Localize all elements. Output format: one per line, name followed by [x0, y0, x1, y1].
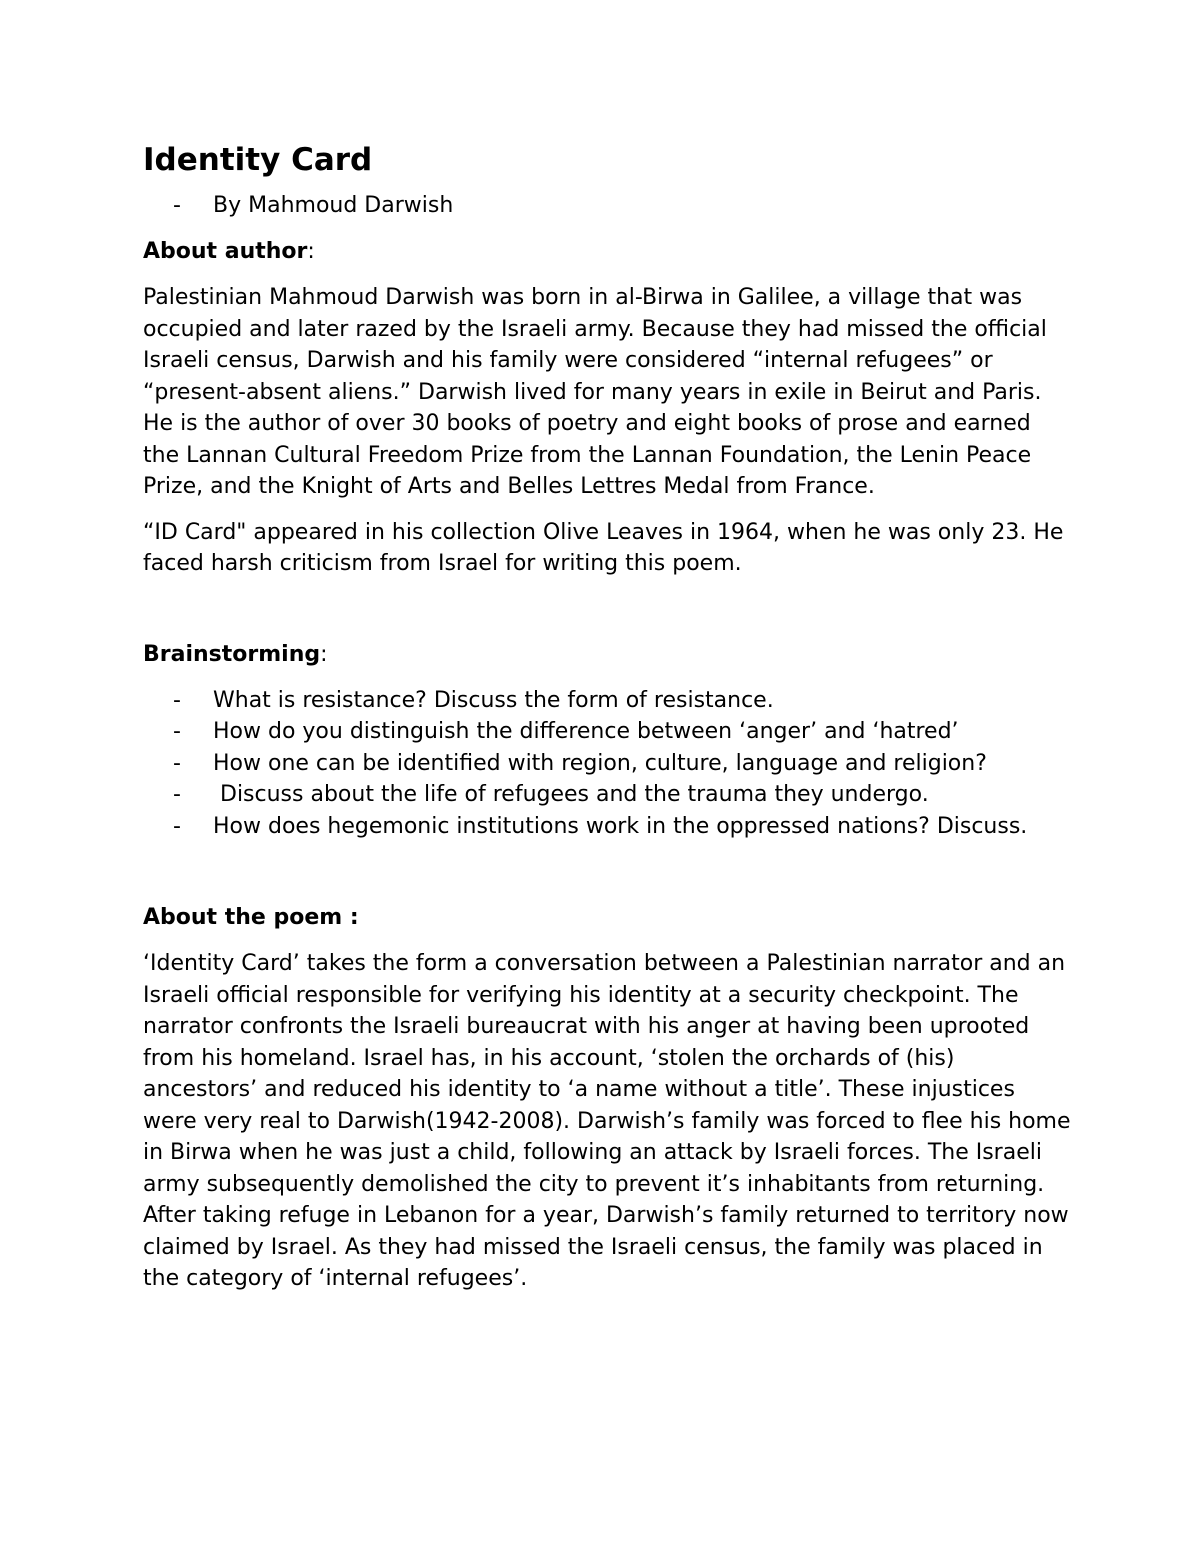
about-poem-heading	[143, 902, 1073, 934]
section-spacer	[143, 594, 1073, 639]
about-author-paragraph-2: “ID Card" appeared in his collection Olive Leaves in 1964, when he was only 23. He faced harsh criticism from Israel for writing this poem.	[143, 519, 1064, 576]
about-author-paragraph-1: Palestinian Mahmoud Darwish was born in al-Birwa in Galilee, a village that was occupied and later razed by the Israeli army. Because they had missed the official Israeli census, Darwish and his family were considered “internal refugees” or “present-absent aliens.” Darwish lived for many years in exile in Beirut and Paris. He is the author of over 30 books of poetry and eight books of prose and earned the Lannan Cultural Freedom Prize from the Lannan Foundation, the Lenin Peace Prize, and the Knight of Arts and Belles Lettres Medal from France.	[143, 285, 1047, 499]
list-item-dash: -	[173, 687, 181, 713]
byline	[143, 190, 1073, 222]
brainstorming-heading-colon: :	[320, 641, 328, 667]
list-item-dash: -	[173, 719, 181, 744]
brainstorming-list	[143, 685, 1073, 843]
document-title: Identity Card	[143, 142, 373, 178]
about-author-heading	[143, 236, 1073, 268]
byline-author: By Mahmoud Darwish	[213, 193, 454, 218]
about-poem-heading-text: About the poem :	[143, 905, 359, 930]
list-item-text: Discuss about the life of refugees and the trauma they undergo.	[213, 782, 929, 807]
brainstorming-heading	[143, 639, 1073, 671]
about-poem-paragraph: ‘Identity Card’ takes the form a conversation between a Palestinian narrator and an Israeli official responsible for verifying his identity at a security checkpoint. The narrator confronts the Israeli bureaucrat with his anger at having been uprooted from his homeland. Israel has, in his account, ‘stolen the orchards of (his) ancestors’ and reduced his identity to ‘a name without a title’. These injustices were very real to Darwish(1942-2008). Darwish’s family was forced to flee his home in Birwa when he was just a child, following an attack by Israeli forces. The Israeli army subsequently demolished the city to prevent it’s inhabitants from returning. After taking refuge in Lebanon for a year, Darwish’s family returned to territory now claimed by Israel. As they had missed the Israeli census, the family was placed in the category of ‘internal refugees’.	[143, 951, 1071, 1291]
list-item-dash: -	[173, 782, 181, 807]
list-item	[143, 779, 1073, 811]
about-author-heading-colon: :	[307, 239, 315, 264]
list-item	[143, 748, 1073, 780]
list-item-dash: -	[173, 750, 181, 776]
byline-dash: -	[173, 193, 181, 218]
section-spacer	[143, 842, 1073, 902]
list-item	[143, 685, 1073, 717]
list-item	[143, 811, 1073, 843]
brainstorming-heading-text: Brainstorming	[143, 641, 321, 667]
list-item-text: How does hegemonic institutions work in the oppressed nations? Discuss.	[213, 813, 1028, 839]
list-item-dash: -	[173, 813, 181, 839]
list-item-text: How one can be identified with region, culture, language and religion?	[213, 750, 987, 776]
list-item-text: What is resistance? Discuss the form of resistance.	[213, 687, 774, 713]
list-item	[143, 716, 1073, 748]
list-item-text: How do you distinguish the difference between ‘anger’ and ‘hatred’	[213, 719, 959, 744]
about-author-heading-text: About author	[143, 239, 308, 264]
document-page	[143, 140, 1073, 1309]
